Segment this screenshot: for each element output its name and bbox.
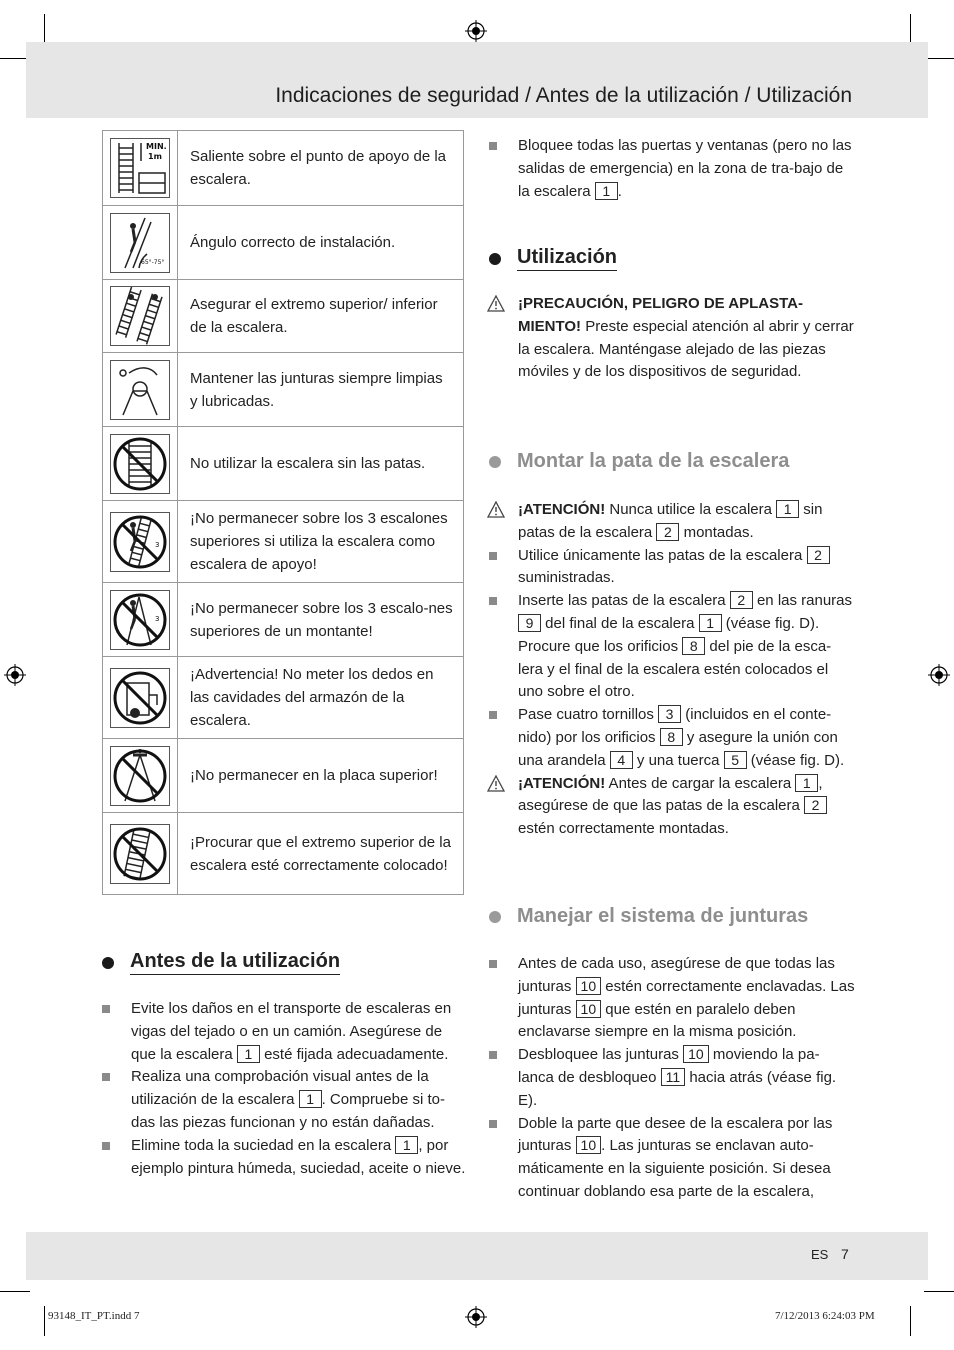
text-run: sin patas de la escalera	[518, 501, 823, 541]
bullet-square	[489, 597, 497, 605]
text-run: , por ejemplo pintura húmeda, suciedad, aceite o nieve.	[131, 1136, 466, 1177]
part-number-box: 8	[660, 728, 683, 746]
icon-cell	[103, 427, 178, 501]
part-number-box: 10	[576, 1000, 602, 1018]
page-header	[26, 42, 928, 118]
svg-text:MIN.: MIN.	[146, 142, 167, 151]
part-number-box: 2	[807, 546, 830, 564]
part-number-box: 1	[299, 1090, 322, 1108]
icon-table-row	[103, 206, 464, 280]
no-top-3-steps-lean-icon	[110, 512, 170, 572]
bullet-square	[102, 1005, 110, 1013]
crop-mark	[44, 1306, 45, 1336]
slug-file: 93148_IT_PT.indd 7	[48, 1310, 140, 1322]
joint-lubricate-icon	[110, 360, 170, 420]
part-number-box: 1	[795, 774, 818, 792]
icon-cell	[103, 280, 178, 353]
registration-mark-icon	[465, 1306, 487, 1328]
part-number-box: 11	[661, 1068, 686, 1086]
manejar-list	[489, 953, 855, 1204]
text-run: estén correctamente montadas.	[518, 820, 729, 838]
part-number-box: 3	[658, 705, 681, 723]
text-run: Utilice únicamente las patas de la escalera	[518, 546, 807, 564]
text-run: que estén en paralelo deben enclavarse siempre en la misma posición.	[518, 1000, 797, 1041]
icon-description: Ángulo correcto de instalación.	[178, 206, 464, 280]
montar-list	[489, 499, 855, 841]
crop-mark	[910, 1306, 911, 1336]
icon-description: Saliente sobre el punto de apoyo de la escalera.	[178, 131, 464, 206]
section-heading-montar	[489, 450, 789, 473]
icon-table-row	[103, 501, 464, 583]
icon-description: Mantener las junturas siempre limpias y lubricadas.	[178, 353, 464, 427]
icon-cell	[103, 657, 178, 739]
no-fingers-icon	[110, 668, 170, 728]
list-item	[489, 1113, 855, 1204]
warning-icon	[487, 501, 505, 518]
text-run: Elimine toda la suciedad en la escalera	[131, 1136, 396, 1154]
page-footer	[26, 1232, 928, 1280]
warning-bold: ¡ATENCIÓN!	[518, 774, 606, 792]
safety-icon-table	[102, 130, 464, 895]
utilizacion-warning	[489, 293, 855, 384]
text-run: en las ranuras	[752, 592, 853, 610]
svg-text:1m: 1m	[148, 152, 162, 161]
bullet-square	[489, 960, 497, 968]
warning-bold: ¡ATENCIÓN!	[518, 501, 606, 518]
part-number-box: 1	[699, 614, 722, 632]
section-bullet	[489, 911, 501, 923]
icon-table-row	[103, 583, 464, 657]
list-item	[489, 773, 855, 841]
ladder-secure-ends-icon	[110, 286, 170, 346]
text-run: . Compruebe si to-das las piezas funcionan y no están dañadas.	[131, 1091, 445, 1131]
part-number-box: 1	[595, 182, 618, 200]
part-number-box: 1	[237, 1045, 260, 1063]
text-run: Evite los daños en el transporte de escaleras en vigas del tejado o en un camión. Asegúrese de que la escalera	[131, 1000, 452, 1063]
text-run: Antes de cargar la escalera	[605, 774, 796, 792]
registration-mark-icon	[928, 664, 950, 686]
antes-list	[102, 998, 468, 1180]
list-item	[102, 1135, 468, 1181]
part-number-box: 1	[776, 500, 799, 518]
icon-table-row	[103, 813, 464, 895]
ladder-angle-icon	[110, 213, 170, 273]
text-run: Doble la parte que desee de la escalera por las junturas	[518, 1114, 833, 1155]
text-run: (véase fig. D). Procure que los orificios	[518, 614, 820, 655]
bullet-square	[489, 1120, 497, 1128]
icon-cell	[103, 206, 178, 280]
crop-mark	[910, 14, 911, 44]
text-run: Nunca utilice la escalera	[605, 501, 777, 518]
list-item	[489, 135, 855, 203]
top-end-placement-icon	[110, 824, 170, 884]
text-run: (incluidos en el conte-nido) por los orificios	[518, 706, 832, 746]
part-number-box: 8	[682, 637, 705, 655]
bullet-square	[102, 1142, 110, 1150]
top-right-list	[489, 135, 855, 203]
list-item	[489, 953, 855, 1044]
crop-mark	[44, 14, 45, 44]
section-bullet	[489, 253, 501, 265]
section-heading-antes	[102, 950, 340, 975]
part-number-box: 4	[610, 751, 633, 769]
section-bullet	[489, 456, 501, 468]
ladder-overhang-icon	[110, 138, 170, 198]
registration-mark-icon	[465, 20, 487, 42]
no-top-3-steps-upright-icon	[110, 590, 170, 650]
text-run: hacia atrás (véase fig. E).	[518, 1068, 837, 1109]
text-run: .	[617, 182, 622, 200]
svg-text:3: 3	[155, 614, 160, 623]
part-number-box: 10	[576, 977, 602, 995]
icon-cell	[103, 353, 178, 427]
icon-table-row	[103, 280, 464, 353]
part-number-box: 2	[656, 523, 679, 541]
icon-cell	[103, 583, 178, 657]
icon-description: ¡No permanecer en la placa superior!	[178, 739, 464, 813]
bullet-square	[489, 142, 497, 150]
svg-text:65°-75°: 65°-75°	[141, 258, 165, 266]
slug-timestamp: 7/12/2013 6:24:03 PM	[775, 1310, 875, 1322]
icon-cell	[103, 813, 178, 895]
text-run: Pase cuatro tornillos	[518, 706, 659, 724]
list-item	[489, 704, 855, 772]
icon-cell	[103, 501, 178, 583]
icon-description: No utilizar la escalera sin las patas.	[178, 427, 464, 501]
part-number-box: 2	[804, 796, 827, 814]
icon-table-row	[103, 131, 464, 206]
bullet-square	[102, 1073, 110, 1081]
text-run: moviendo la pa-lanca de desbloqueo	[518, 1046, 820, 1086]
icon-table-row	[103, 427, 464, 501]
no-ladder-without-feet-icon	[110, 434, 170, 494]
list-item	[489, 1044, 855, 1112]
crop-mark	[0, 1291, 30, 1292]
page-title: Indicaciones de seguridad / Antes de la utilización / Utilización	[275, 84, 852, 107]
page-number: 7	[841, 1246, 849, 1262]
section-title: Manejar el sistema de junturas	[517, 905, 809, 927]
section-heading-utilizacion	[489, 246, 617, 271]
text-run: montadas.	[679, 523, 754, 541]
icon-cell	[103, 131, 178, 206]
list-item	[489, 590, 855, 704]
icon-table-row	[103, 739, 464, 813]
language-code: ES	[811, 1247, 829, 1262]
part-number-box: 9	[518, 614, 541, 632]
icon-description: ¡Procurar que el extremo superior de la escalera esté correctamente colocado!	[178, 813, 464, 895]
bullet-square	[489, 1051, 497, 1059]
warning-icon	[487, 295, 505, 312]
icon-description: ¡No permanecer sobre los 3 escalones superiores si utiliza la escalera como escalera de apoyo!	[178, 501, 464, 583]
text-run: Antes de cada uso, asegúrese de que todas las junturas	[518, 955, 835, 995]
part-number-box: 2	[730, 591, 753, 609]
section-title: Antes de la utilización	[130, 950, 340, 975]
text-run: esté fijada adecuadamente.	[259, 1045, 449, 1063]
icon-table-row	[103, 657, 464, 739]
text-run: y asegure la unión con una arandela	[518, 728, 838, 769]
text-run: estén correctamente enclavadas. Las junturas	[518, 977, 855, 1018]
icon-description: ¡Advertencia! No meter los dedos en las cavidades del armazón de la escalera.	[178, 657, 464, 739]
list-item	[489, 545, 855, 591]
text-run: (véase fig. D).	[746, 751, 845, 769]
crop-mark	[924, 58, 954, 59]
list-item	[102, 998, 468, 1066]
icon-cell	[103, 739, 178, 813]
warning-text: Preste especial atención al abrir y cerrar la escalera. Manténgase alejado de las piezas móviles y de los dispositivos de seguridad.	[518, 317, 854, 381]
bullet-square	[489, 711, 497, 719]
text-run: del pie de la esca-lera y el final de la escalera estén colocados el uno sobre el otro.	[518, 637, 832, 701]
crop-mark	[924, 1291, 954, 1292]
text-run: del final de la escalera	[541, 614, 699, 632]
text-run: Bloquee todas las puertas y ventanas (pero no las salidas de emergencia) en la zona de tra-bajo de la escalera	[518, 137, 852, 200]
section-heading-manejar	[489, 905, 808, 928]
icon-table-row	[103, 353, 464, 427]
section-title: Utilización	[517, 246, 617, 271]
part-number-box: 10	[683, 1045, 709, 1063]
bullet-square	[489, 552, 497, 560]
text-run: , asegúrese de que las patas de la escalera	[518, 774, 823, 815]
text-run: Inserte las patas de la escalera	[518, 592, 730, 610]
part-number-box: 1	[395, 1136, 418, 1154]
registration-mark-icon	[4, 664, 26, 686]
text-run: . Las junturas se enclavan auto-máticamente en la siguiente posición. Si desea continuar doblando esa parte de la escalera,	[518, 1137, 831, 1200]
text-run: Realiza una comprobación visual antes de la utilización de la escalera	[131, 1068, 429, 1109]
part-number-box: 5	[724, 751, 747, 769]
list-item	[102, 1066, 468, 1134]
no-standing-top-plate-icon	[110, 746, 170, 806]
svg-text:3: 3	[155, 540, 160, 549]
text-run: suministradas.	[518, 569, 615, 587]
icon-description: Asegurar el extremo superior/ inferior de la escalera.	[178, 280, 464, 353]
warning-bold: ¡PRECAUCIÓN, PELIGRO DE APLASTA-MIENTO!	[518, 295, 804, 335]
warning-icon	[487, 775, 505, 792]
icon-description: ¡No permanecer sobre los 3 escalo-nes superiores de un montante!	[178, 583, 464, 657]
section-bullet	[102, 957, 114, 969]
section-title: Montar la pata de la escalera	[517, 450, 790, 472]
list-item	[489, 499, 855, 545]
text-run: y una tuerca	[632, 751, 724, 769]
text-run: Desbloquee las junturas	[518, 1046, 684, 1064]
part-number-box: 10	[576, 1136, 602, 1154]
